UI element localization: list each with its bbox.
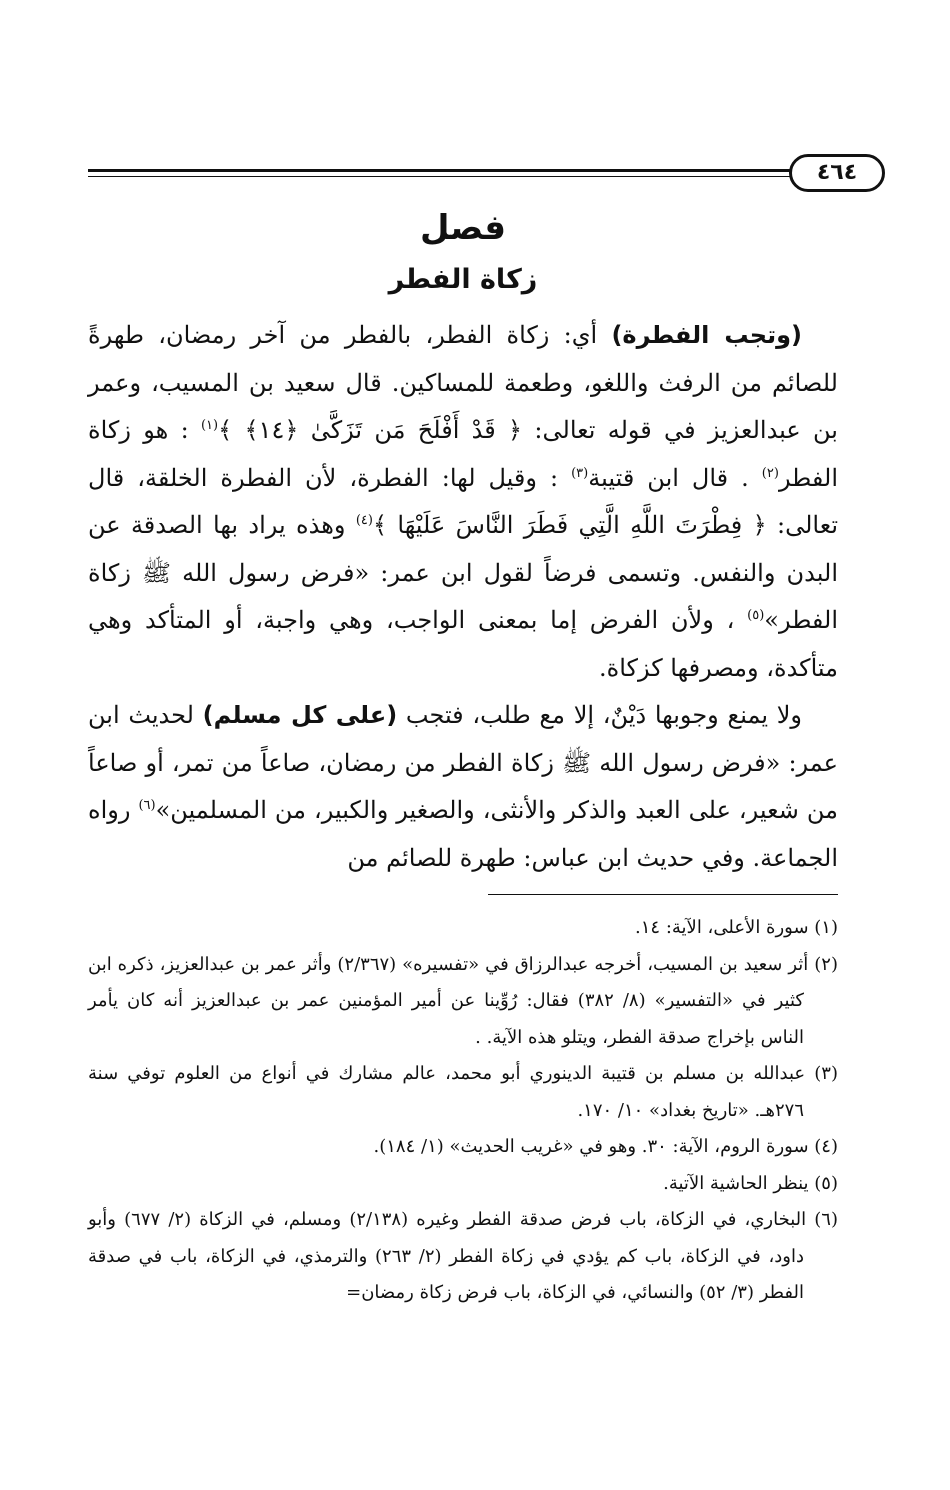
matn-phrase: (على كل مسلم) — [202, 701, 398, 729]
body-text — [88, 312, 838, 882]
paragraph-text: وهذه يراد بها الصدقة عن البدن والنفس. وتسمى فرضاً لقول ابن عمر: «فرض رسول الله ﷺ زكاة الفطر» — [88, 511, 838, 634]
header-rule-thin — [88, 176, 797, 177]
footnote-separator — [488, 894, 838, 895]
paragraph-text: رواه الجماعة. وفي حديث ابن عباس: طهرة للصائم من — [88, 796, 838, 872]
paragraph-text: لحديث ابن عمر: «فرض رسول الله ﷺ زكاة الفطر من رمضان، صاعاً من تمر، أو صاعاً من شعير، على العبد والذكر والأنثى، والصغير والكبير، من المسلمين» — [88, 701, 838, 824]
paragraph-text: : وقيل لها: الفطرة، لأن الفطرة الخلقة، قال تعالى: ﴿ فِطْرَتَ اللَّهِ الَّتِي فَطَرَ النَّاسَ عَلَيْهَا ﴾ — [88, 463, 838, 539]
footnote-ref: (١) — [200, 418, 219, 433]
footnote-ref: (٢) — [761, 465, 779, 481]
footnote-ref: (٥) — [747, 608, 765, 623]
paragraph-text: ولا يمنع وجوبها دَيْنٌ، إلا مع طلب، فتجب — [397, 701, 802, 729]
paragraph-text: ، ولأن الفرض إما بمعنى الواجب، وهي واجبة، أو المتأكد وهي متأكدة، ومصرفها كزكاة. — [88, 606, 838, 682]
section-heading: فصل — [419, 208, 507, 248]
section-title: زكاة الفطر — [388, 264, 538, 295]
footnote: (١) سورة الأعلى، الآية: ١٤. — [635, 917, 838, 938]
paragraph-2 — [88, 692, 838, 882]
page-number: ٤٦٤ — [789, 154, 885, 192]
paragraph-text: أي: زكاة الفطر، بالفطر من آخر رمضان، طهرةً للصائم من الرفث واللغو، وطعمة للمساكين. قال سعيد بن المسيب، وعمر بن عبدالعزيز في قوله تعالى: ﴿ قَدْ أَفْلَحَ مَن تَزَكَّىٰ ﴿١٤﴾ ﴾ — [88, 321, 838, 444]
footnote-ref: (٣) — [571, 465, 589, 481]
footnote: (٥) ينظر الحاشية الآتية. — [663, 1172, 838, 1194]
footnotes — [88, 910, 838, 1312]
page-header — [88, 152, 885, 196]
footnote: (٤) سورة الروم، الآية: ٣٠. وهو في «غريب الحديث» (١/ ١٨٤). — [373, 1136, 838, 1157]
paragraph-text: : هو زكاة الفطر — [88, 416, 838, 492]
footnote-ref: (٦) — [138, 798, 156, 813]
footnote: (٢) أثر سعيد بن المسيب، أخرجه عبدالرزاق في «تفسيره» (٢/٣٦٧) وأثر عمر بن عبدالعزيز، ذكره ابن كثير في «التفسير» (٨/ ٣٨٢) فقال: رُوِّينا عن أمير المؤمنين عمر بن عبدالعزيز أنه كان يأمر الناس بإخراج صدقة الفطر، ويتلو هذه الآية. . — [88, 953, 838, 1048]
header-rule — [88, 169, 797, 172]
matn-phrase: (وتجب الفطرة) — [611, 321, 802, 349]
footnote: (٣) عبدالله بن مسلم بن قتيبة الدينوري أبو محمد، عالم مشارك في أنواع من العلوم توفي سنة ٢٧٦هـ. «تاريخ بغداد» ١٠/ ١٧٠. — [88, 1063, 838, 1121]
footnote: (٦) البخاري، في الزكاة، باب فرض صدقة الفطر وغيره (٢/١٣٨) ومسلم، في الزكاة (٢/ ٦٧٧) وأبو داود، في الزكاة، باب كم يؤدي في زكاة الفطر (٢/ ٢٦٣) والترمذي، في الزكاة، باب في صدقة الفطر (٣/ ٥٢) والنسائي، في الزكاة، باب فرض زكاة رمضان= — [88, 1209, 838, 1303]
paragraph-text: . قال ابن قتيبة — [588, 463, 762, 492]
footnote-ref: (٤) — [355, 513, 373, 528]
paragraph-1 — [88, 312, 838, 692]
